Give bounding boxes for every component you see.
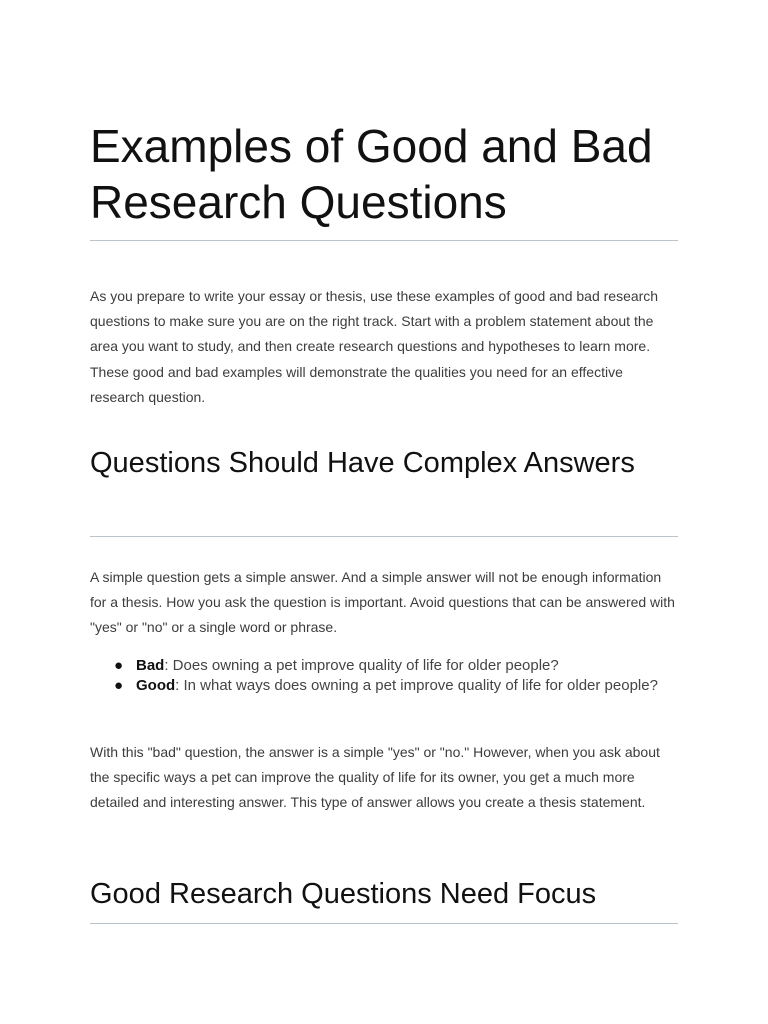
section-divider bbox=[90, 536, 678, 537]
example-text: : In what ways does owning a pet improve quality of life for older people? bbox=[175, 677, 658, 694]
bullet-icon: ● bbox=[114, 677, 124, 694]
example-label: Bad bbox=[136, 657, 165, 674]
examples-list bbox=[90, 656, 678, 696]
section-heading-complex-answers: Questions Should Have Complex Answers bbox=[90, 447, 635, 479]
list-item-good bbox=[114, 676, 678, 696]
intro-paragraph: As you prepare to write your essay or thesis, use these examples of good and bad research questions to make sure you are on the right track. Start with a problem statement about the area you want to study, and then create research questions and hypotheses to learn more. These good and bad examples will demonstrate the qualities you need for an effective research question. bbox=[90, 288, 659, 405]
section-divider bbox=[90, 923, 678, 924]
list-item-bad bbox=[114, 656, 678, 676]
section-paragraph: A simple question gets a simple answer. And a simple answer will not be enough information for a thesis. How you ask the question is important. Avoid questions that can be answered with "yes" or "no" or a single word or phrase. bbox=[90, 569, 675, 636]
page-title: Examples of Good and Bad Research Questions bbox=[90, 120, 653, 228]
example-text: : Does owning a pet improve quality of life for older people? bbox=[164, 657, 559, 674]
section-heading-focus: Good Research Questions Need Focus bbox=[90, 878, 597, 910]
title-divider bbox=[90, 240, 678, 241]
bullet-icon: ● bbox=[114, 657, 124, 674]
section-paragraph: With this "bad" question, the answer is a simple "yes" or "no." However, when you ask about the specific ways a pet can improve the quality of life for its owner, you get a much more detailed and interesting answer. This type of answer allows you create a thesis statement. bbox=[90, 744, 660, 811]
example-label: Good bbox=[136, 677, 176, 694]
